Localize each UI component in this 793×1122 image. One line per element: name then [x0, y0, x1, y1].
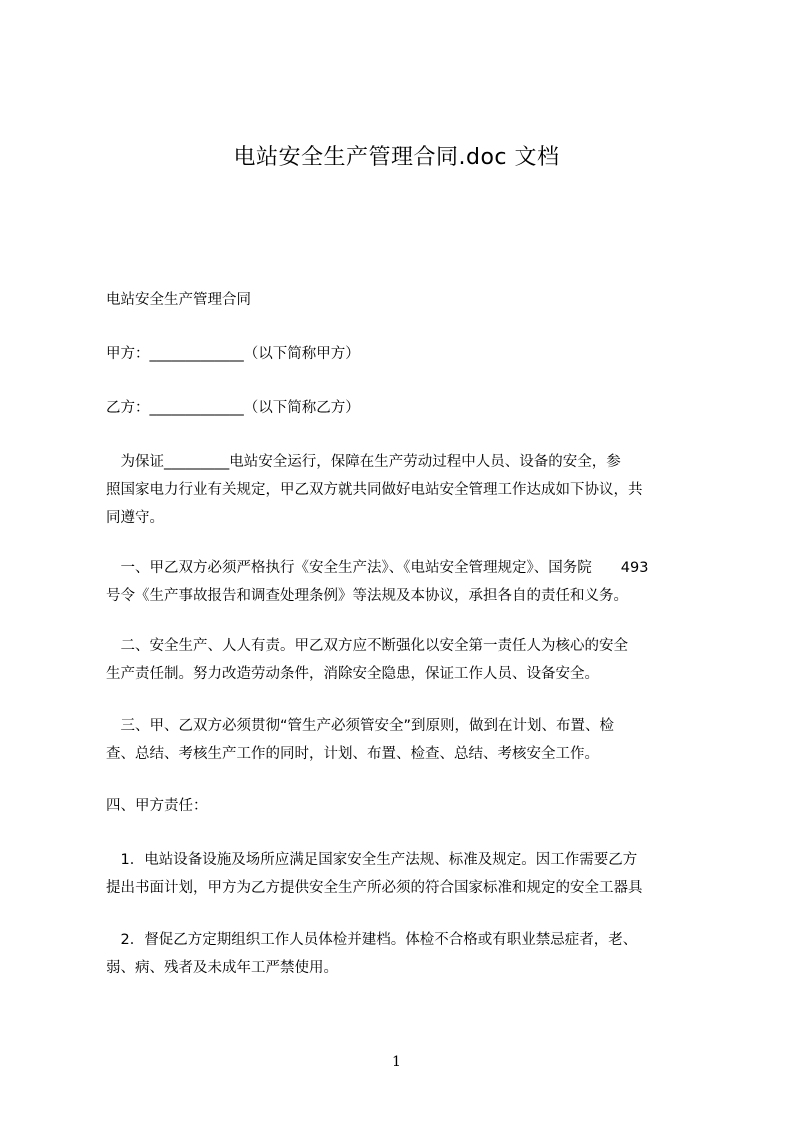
- clause-1-line-1: 一、甲乙双方必须严格执行《安全生产法》、《电站安全管理规定》、国务院 493: [106, 560, 649, 576]
- item-2-line-2: 弱、病、残者及未成年工严禁使用。: [106, 960, 338, 976]
- item-2-line-1: 2．督促乙方定期组织工作人员体检并建档。体检不合格或有职业禁忌症者，老、: [106, 932, 638, 948]
- clause-3-line-2: 查、总结、考核生产工作的同时，计划、布置、检查、总结、考核安全工作。: [106, 746, 599, 762]
- clause-4-item-1: [106, 846, 700, 902]
- item-1-line-2: 提出书面计划，甲方为乙方提供安全生产所必须的符合国家标准和规定的安全工器具: [106, 880, 643, 896]
- clause-3-line-1: 三、甲、乙双方必须贯彻“管生产必须管安全”到原则，做到在计划、布置、检: [106, 718, 615, 734]
- clause-4-heading: 四、甲方责任：: [106, 798, 208, 814]
- contract-name: 电站安全生产管理合同: [106, 292, 251, 308]
- intro-line-1: 为保证_________电站安全运行，保障在生产劳动过程中人员、设备的安全，参: [106, 454, 621, 470]
- clause-1: [106, 554, 700, 610]
- party-a-line: 甲方：_____________（以下简称甲方）: [106, 346, 360, 362]
- clause-4-item-2: [106, 926, 700, 982]
- clause-3: [106, 712, 700, 768]
- intro-paragraph: [106, 448, 700, 532]
- party-b-line: 乙方：_____________（以下简称乙方）: [106, 400, 360, 416]
- clause-1-line-2: 号令《生产事故报告和调查处理条例》等法规及本协议，承担各自的责任和义务。: [106, 588, 628, 604]
- document-title: 电站安全生产管理合同.doc 文档: [233, 145, 560, 170]
- item-1-line-1: 1．电站设备设施及场所应满足国家安全生产法规、标准及规定。因工作需要乙方: [106, 852, 638, 868]
- intro-line-3: 同遵守。: [106, 510, 164, 526]
- page-number: 1: [392, 1054, 401, 1070]
- clause-2-line-2: 生产责任制。努力改造劳动条件，消除安全隐患，保证工作人员、设备安全。: [106, 666, 599, 682]
- clause-2-line-1: 二、安全生产、人人有责。甲乙双方应不断强化以安全第一责任人为核心的安全: [106, 638, 628, 654]
- intro-line-2: 照国家电力行业有关规定，甲乙双方就共同做好电站安全管理工作达成如下协议，共: [106, 482, 643, 498]
- clause-2: [106, 632, 700, 688]
